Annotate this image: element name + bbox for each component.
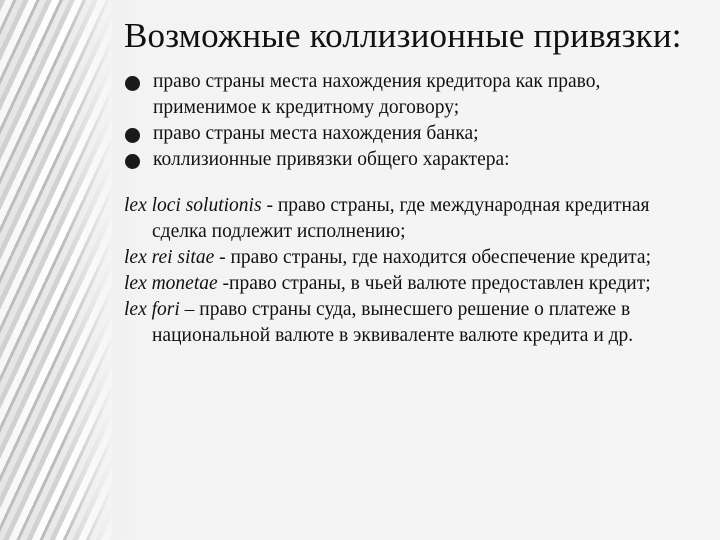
bullet-text: коллизионные привязки общего характера: — [153, 149, 510, 170]
bullet-dot-icon — [125, 154, 140, 169]
lex-term: lex monetae — [124, 273, 218, 294]
bullet-dot-icon — [125, 76, 140, 91]
lex-description: -право страны, в чьей валюте предоставлен кредит; — [217, 273, 651, 294]
bullet-dot-icon — [125, 128, 140, 143]
lex-term: lex fori — [124, 299, 180, 320]
bullet-text: право страны места нахождения банка; — [153, 123, 479, 144]
lex-term: lex loci solutionis — [124, 195, 262, 216]
bullet-item — [124, 69, 704, 121]
bullet-text: право страны места нахождения кредитора как право, применимое к кредитному договору; — [153, 71, 601, 118]
bullet-list — [124, 69, 704, 173]
lex-term: lex rei sitae — [124, 247, 215, 268]
lex-item — [124, 193, 704, 245]
stripe-fade — [0, 0, 112, 540]
lex-item — [124, 245, 704, 271]
lex-description: - право страны, где международная кредитная сделка подлежит исполнению; — [152, 195, 650, 242]
lex-description: – право страны суда, вынесшего решение о платеже в национальной валюте в эквиваленте валюте кредита и др. — [152, 299, 634, 346]
lex-item — [124, 297, 704, 349]
lex-description: - право страны, где находится обеспечение кредита; — [214, 247, 652, 268]
lex-item — [124, 271, 704, 297]
slide-content — [124, 14, 704, 349]
bullet-item — [124, 147, 704, 173]
lex-list — [124, 193, 704, 349]
bullet-item — [124, 121, 704, 147]
slide-title: Возможные коллизионные привязки: — [124, 16, 682, 55]
